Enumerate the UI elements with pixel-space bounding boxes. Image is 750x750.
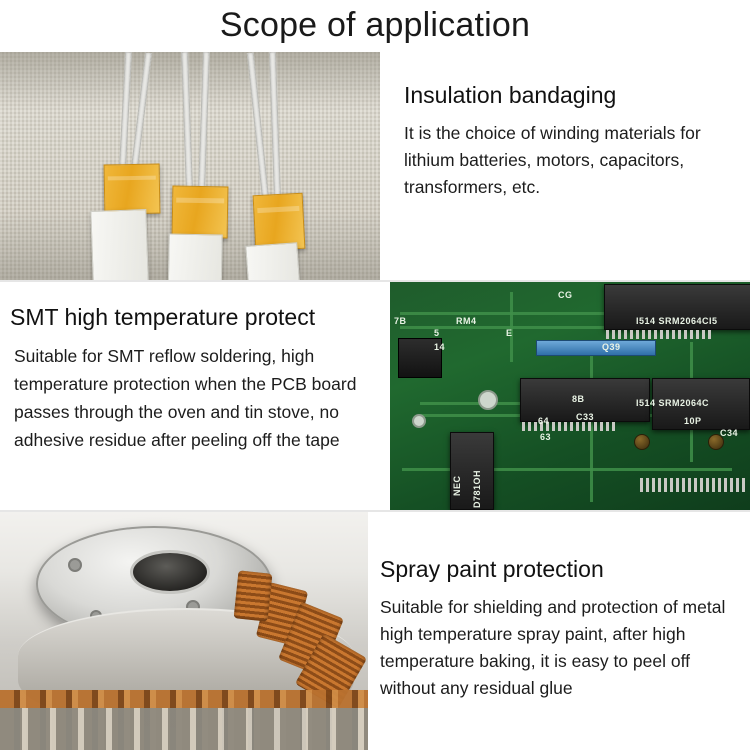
pcb-silk-7b: 7B (394, 316, 407, 326)
section-insulation-bandaging (0, 52, 750, 280)
section-spray-paint-protection (0, 512, 750, 750)
pcb-silk-d781oh: D781OH (472, 469, 482, 508)
divider-row1-row2 (0, 280, 750, 282)
pcb-silk-rm4: RM4 (456, 316, 477, 326)
pcb-silk-64: 64 (538, 416, 550, 426)
divider-row2-row3 (0, 510, 750, 512)
insulation-bandaging-body: It is the choice of winding materials for lithium batteries, motors, capacitors, transformers, etc. (404, 123, 701, 197)
pcb-silk-14: 14 (434, 342, 446, 352)
spray-paint-protection-body: Suitable for shielding and protection of metal high temperature spray paint, after high temperature baking, it is easy to peel off without any residual glue (380, 597, 726, 698)
pcb-silk-e: E (506, 328, 513, 338)
pcb-silk-5: 5 (434, 328, 440, 338)
spray-paint-protection-text (368, 512, 750, 750)
page-title: Scope of application (219, 6, 531, 44)
insulation-bandaging-text (380, 52, 750, 280)
pcb-silk-c33: C33 (576, 412, 595, 422)
pcb-silk-sram-2: I514 SRM2064C (636, 398, 710, 408)
pcb-silk-q39: Q39 (602, 342, 621, 352)
pcb-silk-nec: NEC (452, 475, 462, 496)
pcb-silk-8b: 8B (572, 394, 585, 404)
smt-protect-body: Suitable for SMT reflow soldering, high temperature protection when the PCB board passes through the oven and tin stove, no adhesive residue after peeling off the tape (14, 346, 357, 450)
smt-protect-heading: SMT high temperature protect (10, 304, 316, 330)
spray-paint-protection-heading: Spray paint protection (380, 556, 604, 582)
motor-stator-copper-winding-photo (0, 512, 368, 750)
pcb-silk-63: 63 (540, 432, 552, 442)
section-smt-high-temperature-protect (0, 282, 750, 510)
smt-protect-text (0, 282, 390, 510)
pcb-silk-10p: 10P (684, 416, 702, 426)
pcb-circuit-board-photo (390, 282, 750, 510)
pcb-silk-sram-1: I514 SRM2064CI5 (636, 316, 718, 326)
insulation-bandaging-heading: Insulation bandaging (404, 82, 617, 108)
pcb-silk-cg: CG (558, 290, 573, 300)
pcb-silk-c34: C34 (720, 428, 739, 438)
insulation-tape-on-winding-photo (0, 52, 380, 280)
